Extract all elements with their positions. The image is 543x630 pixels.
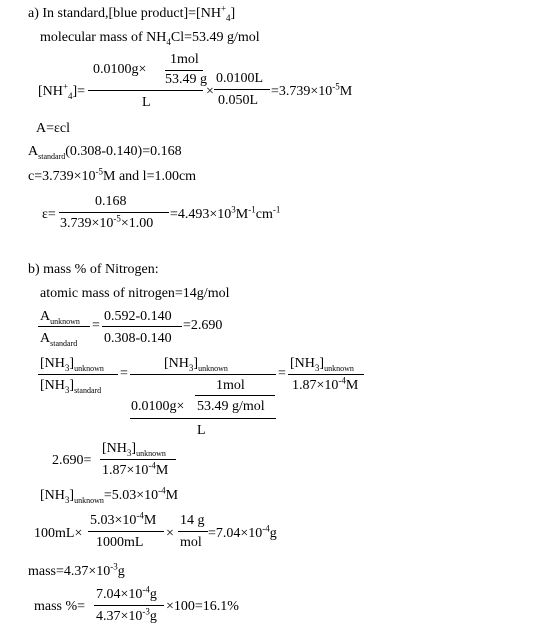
std-inner-num: 1mol (216, 378, 245, 393)
mass-f1-bar (88, 531, 164, 532)
ratio-num-val: 0.592-0.140 (104, 309, 172, 324)
ratio-right-bar (102, 326, 182, 327)
mass-f2-bar (178, 531, 208, 532)
percent-lhs: mass %= (34, 599, 86, 614)
std-den: L (197, 423, 206, 438)
conc-den: L (142, 95, 151, 110)
percent-result: ×100=16.1% (166, 599, 239, 614)
nh3-mid-num: $[NH_3]_{unknown}$ (164, 356, 228, 373)
conc-inner-bar (165, 70, 203, 71)
eq2-num: $[NH_3]_{unknown}$ (102, 441, 166, 458)
ratio-eq: = (92, 318, 100, 333)
mass-times: × (166, 526, 174, 541)
conc-inner-num: 1mol (170, 52, 199, 67)
eps-result: $=4.493\times 10^3M^{-1}cm^{-1}$ (170, 204, 281, 222)
mass-result: $=7.04\times 10^{-4}g$ (208, 523, 277, 541)
beer-law: A=εcl (36, 121, 70, 136)
nh3-mid-bar (130, 374, 276, 375)
mass-f2-den: mol (180, 535, 202, 550)
eq2-den: $1.87\times 10^{-4}M$ (102, 460, 169, 478)
nh3-standard-label: $[NH_3]_{standard}$ (40, 378, 102, 395)
atomic-mass-line: atomic mass of nitrogen=14g/mol (40, 286, 230, 301)
nh3-left-bar (38, 374, 118, 375)
eps-den: $3.739\times 10^{-5}\times 1.00$ (60, 213, 154, 231)
percent-den: $4.37\times 10^{-3}g$ (96, 606, 157, 624)
ratio-num-label: $A_{unknown}$ (40, 309, 80, 326)
nh3-rhs-den: $1.87\times 10^{-4}M$ (292, 375, 359, 393)
c-and-l: $c=3.739\times 10^{-5}M$ and l=1.00cm (28, 166, 197, 184)
nh3-rhs-bar (288, 374, 364, 375)
std-conc-prefix: 0.0100g× (131, 399, 185, 414)
mass-lhs: 100mL× (34, 526, 83, 541)
absorbance-standard: $A_{standard}(0.308-0.140)=0.168$ (28, 144, 182, 161)
conc-label: $[NH^+_4]=$ (38, 81, 86, 101)
ratio-result: =2.690 (183, 318, 223, 333)
times-sign: × (206, 84, 214, 99)
nh3-eq-1: = (120, 366, 128, 381)
eps-label: ε= (42, 207, 56, 222)
mass-f1-num: $5.03\times 10^{-4}M$ (90, 510, 157, 528)
nh3-unknown-result: $[NH_3]_{unknown}=5.03\times 10^{-4}M$ (40, 485, 179, 505)
std-inner-bar (195, 395, 275, 396)
nh3-rhs-num: $[NH_3]_{unknown}$ (290, 356, 354, 373)
part-a-heading: a) In standard,[blue $product]=[NH^+_4]$ (28, 3, 236, 23)
eps-num: 0.168 (95, 194, 127, 209)
percent-bar (94, 605, 164, 606)
mass-f2-num: 14 g (180, 513, 205, 528)
mass-f1-den: 1000mL (96, 535, 144, 550)
conc-num-prefix: 0.0100g× (93, 62, 147, 77)
conc-inner-den: 53.49 g (165, 72, 207, 87)
nh3-eq-2: = (278, 366, 286, 381)
conc-result: $=3.739\times 10^{-5}M$ (271, 81, 353, 99)
total-mass: $mass=4.37\times 10^{-3}g$ (28, 561, 125, 579)
eq2-bar (100, 459, 176, 460)
ratio-den-label: $A_{standard}$ (40, 331, 78, 348)
nh3-unknown-label: $[NH_3]_{unknown}$ (40, 356, 104, 373)
part-b-heading: b) mass % of Nitrogen: (28, 262, 159, 277)
vol-den: 0.050L (218, 93, 259, 108)
ratio-den-val: 0.308-0.140 (104, 331, 172, 346)
molecular-mass-line: molecular mass of $NH_4Cl=53.49$ g/mol (40, 30, 260, 47)
eq2-lhs: 2.690= (52, 453, 92, 468)
conc-main-bar (88, 90, 203, 91)
std-main-bar (130, 418, 276, 419)
percent-num: $7.04\times 10^{-4}g$ (96, 584, 157, 602)
ratio-left-bar (38, 326, 90, 327)
std-inner-den: 53.49 g/mol (197, 399, 265, 414)
vol-num: 0.0100L (216, 71, 264, 86)
vol-bar (214, 89, 270, 90)
